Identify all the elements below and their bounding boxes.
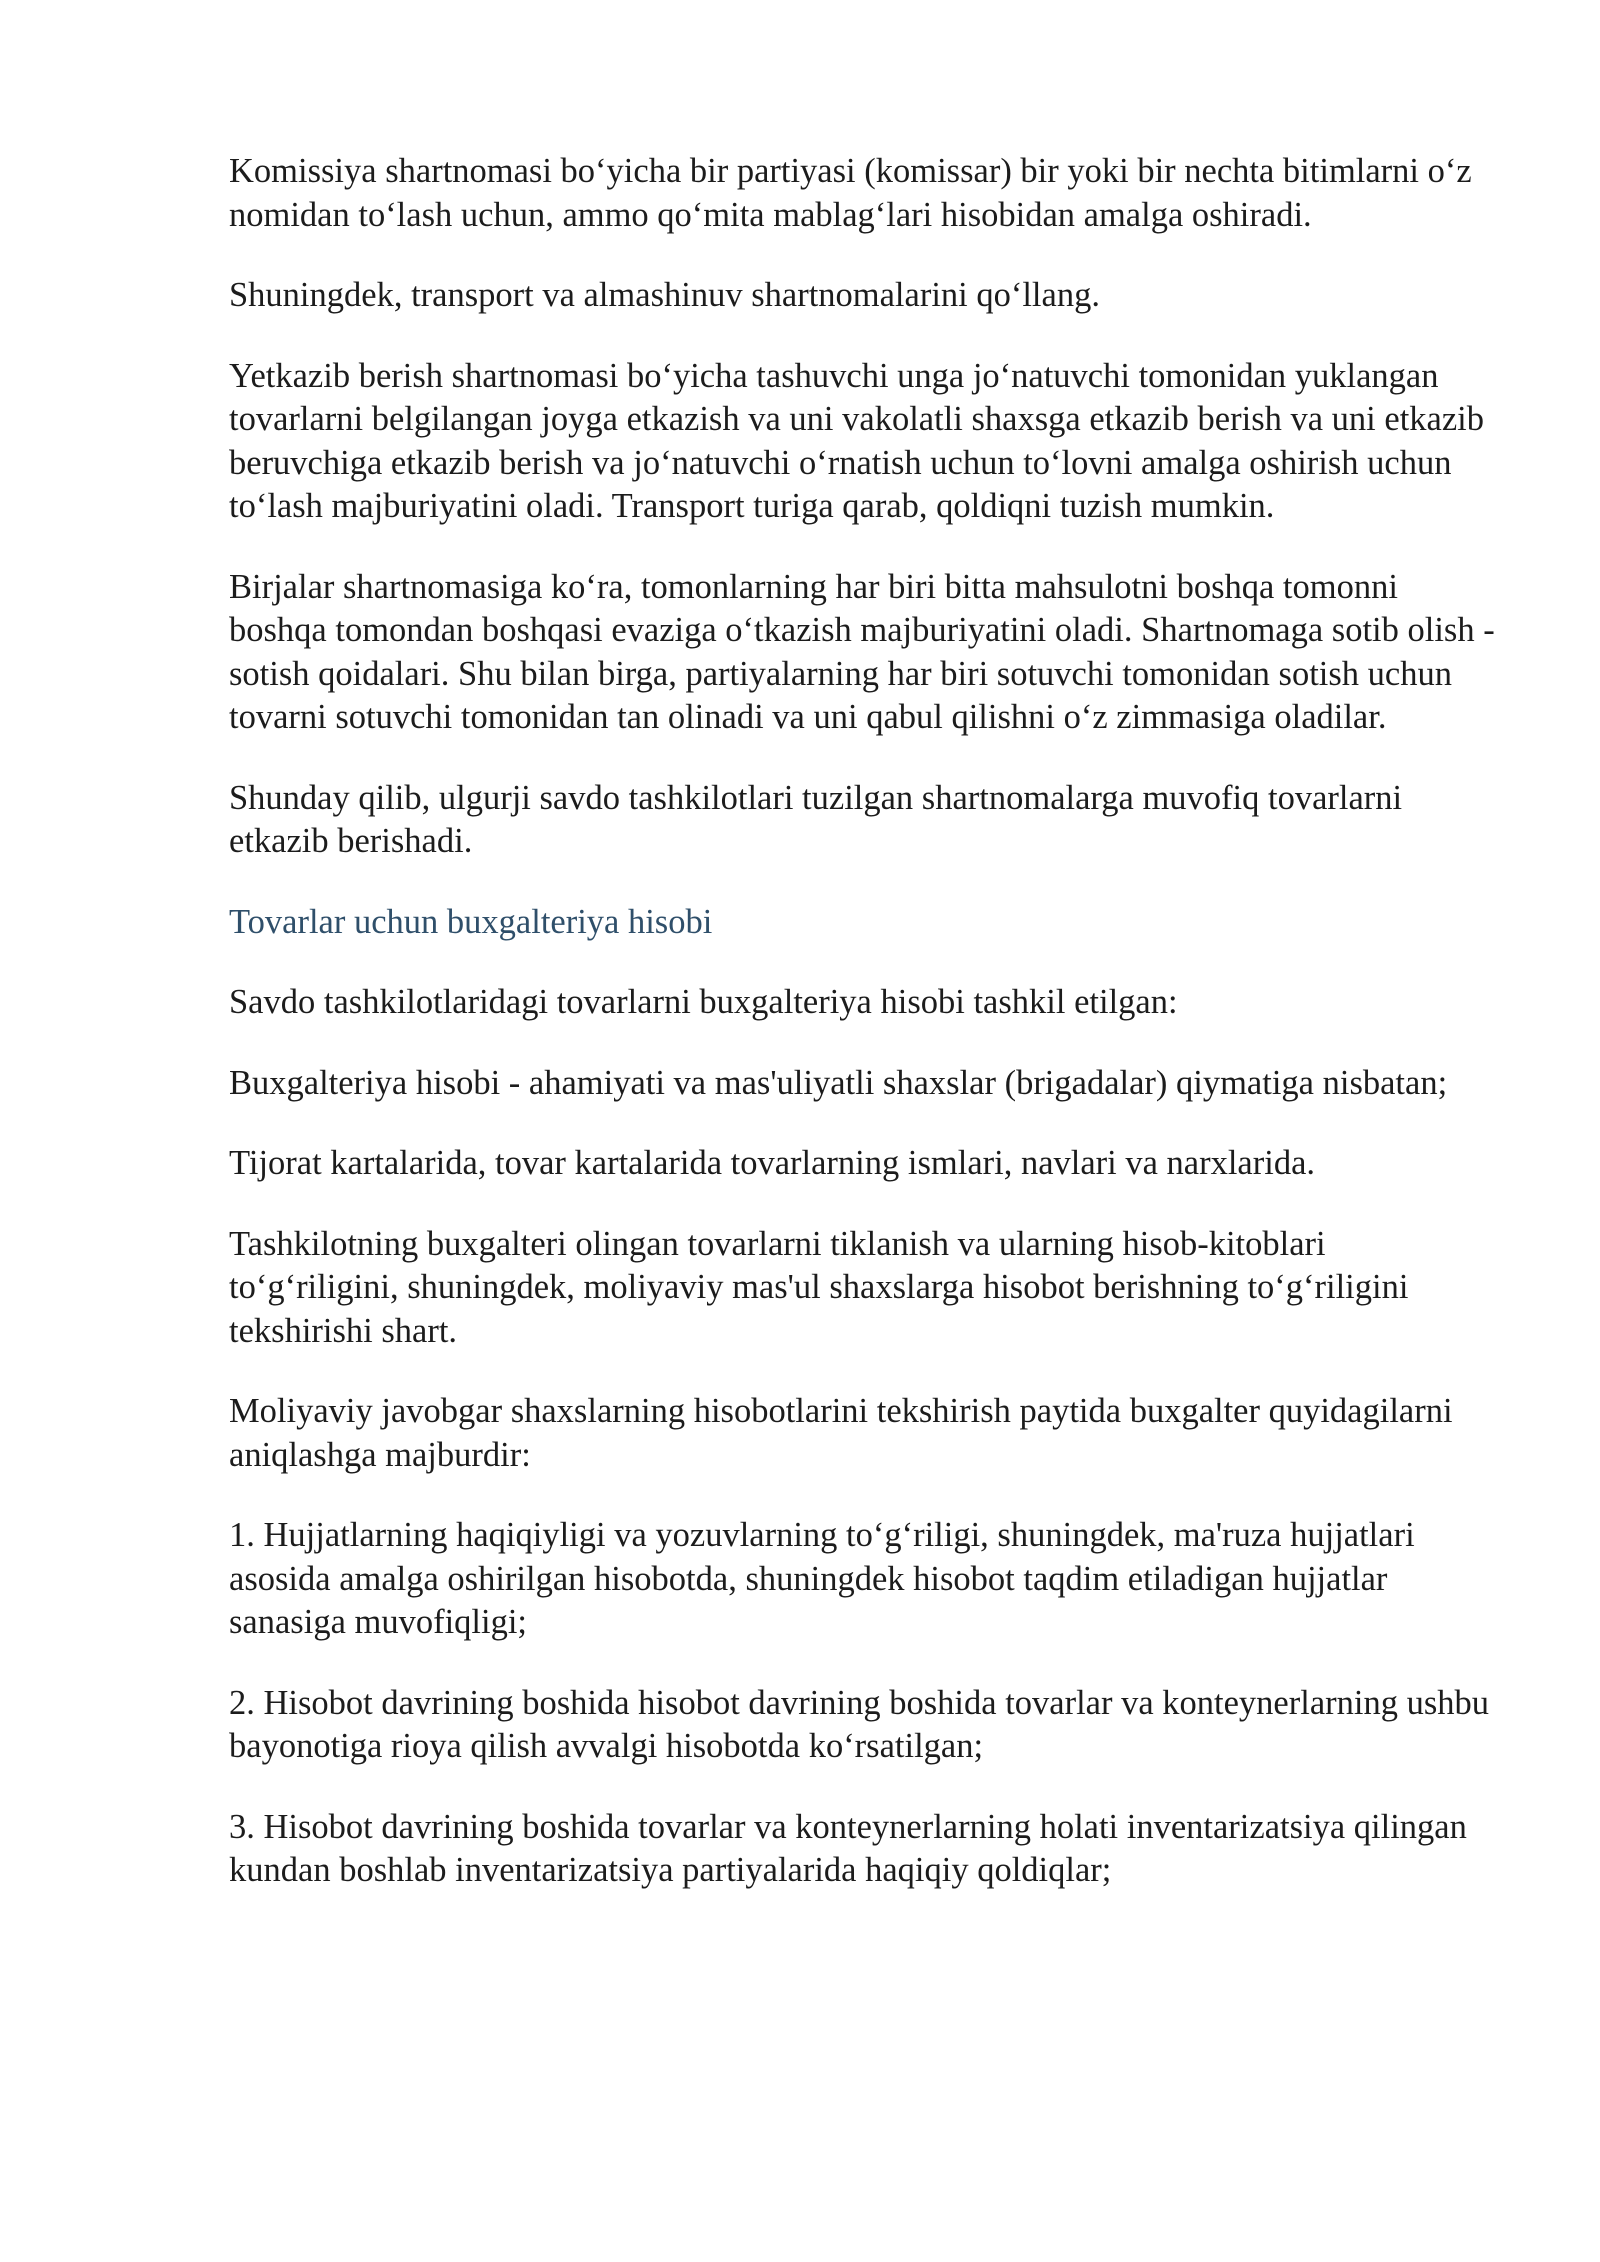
paragraph-accountant-duty: Tashkilotning buxgalteri olingan tovarlarni tiklanish va ularning hisob-kitoblari to‘g‘riligini, shuningdek, moliyaviy mas'ul shaxslarga hisobot berishning to‘g‘riligini tekshirishi shart. — [229, 1224, 1409, 1350]
section-heading: Tovarlar uchun buxgalteriya hisobi — [229, 902, 713, 941]
paragraph-report-check: Moliyaviy javobgar shaxslarning hisobotlarini tekshirish paytida buxgalter quyidagilarni aniqlashga majburdir: — [229, 1392, 1453, 1474]
document-body — [229, 150, 1499, 1930]
paragraph-commercial-cards: Tijorat kartalarida, tovar kartalarida tovarlarning ismlari, navlari va narxlarida. — [229, 1144, 1316, 1182]
list-item-1: 1. Hujjatlarning haqiqiyligi va yozuvlarning to‘g‘riligi, shuningdek, ma'ruza hujjatlari asosida amalga oshirilgan hisobotda, shuningdek hisobot taqdim etiladigan hujjatlar sanasiga muvofiqligi; — [229, 1516, 1415, 1641]
paragraph-commission-contract: Komissiya shartnomasi bo‘yicha bir partiyasi (komissar) bir yoki bir nechta bitimlarni o‘z nomidan to‘lash uchun, ammo qo‘mita mablag‘lari hisobidan amalga oshiradi. — [229, 152, 1472, 234]
paragraph-accounting-organized: Savdo tashkilotlaridagi tovarlarni buxgalteriya hisobi tashkil etilgan: — [229, 983, 1178, 1021]
list-item-3: 3. Hisobot davrining boshida tovarlar va konteynerlarning holati inventarizatsiya qilingan kundan boshlab inventarizatsiya partiyalarida haqiqiy qoldiqlar; — [229, 1807, 1467, 1889]
paragraph-wholesale-summary: Shunday qilib, ulgurji savdo tashkilotlari tuzilgan shartnomalarga muvofiq tovarlarni etkazib berishadi. — [229, 778, 1403, 860]
paragraph-accounting-responsible: Buxgalteriya hisobi - ahamiyati va mas'uliyatli shaxslar (brigadalar) qiymatiga nisbatan; — [229, 1063, 1448, 1102]
paragraph-delivery-contract: Yetkazib berish shartnomasi bo‘yicha tashuvchi unga jo‘natuvchi tomonidan yuklangan tovarlarni belgilangan joyga etkazish va uni vakolatli shaxsga etkazib berish va uni etkazib beruvchiga etkazib berish va jo‘natuvchi o‘rnatish uchun to‘lovni amalga oshirish uchun to‘lash majburiyatini oladi. Transport turiga qarab, qoldiqni tuzish mumkin. — [229, 356, 1485, 525]
paragraph-exchange-contract: Birjalar shartnomasiga ko‘ra, tomonlarning har biri bitta mahsulotni boshqa tomonni boshqa tomondan boshqasi evaziga o‘tkazish majburiyatini oladi. Shartnomaga sotib olish - sotish qoidalari. Shu bilan birga, partiyalarning har biri sotuvchi tomonidan sotish uchun tovarni sotuvchi tomonidan tan olinadi va uni qabul qilishni o‘z zimmasiga oladilar. — [229, 567, 1495, 736]
paragraph-transport-exchange: Shuningdek, transport va almashinuv shartnomalarini qo‘llang. — [229, 276, 1100, 314]
list-item-2: 2. Hisobot davrining boshida hisobot davrining boshida tovarlar va konteynerlarning ushbu bayonotiga rioya qilish avvalgi hisobotda ko‘rsatilgan; — [229, 1683, 1490, 1765]
